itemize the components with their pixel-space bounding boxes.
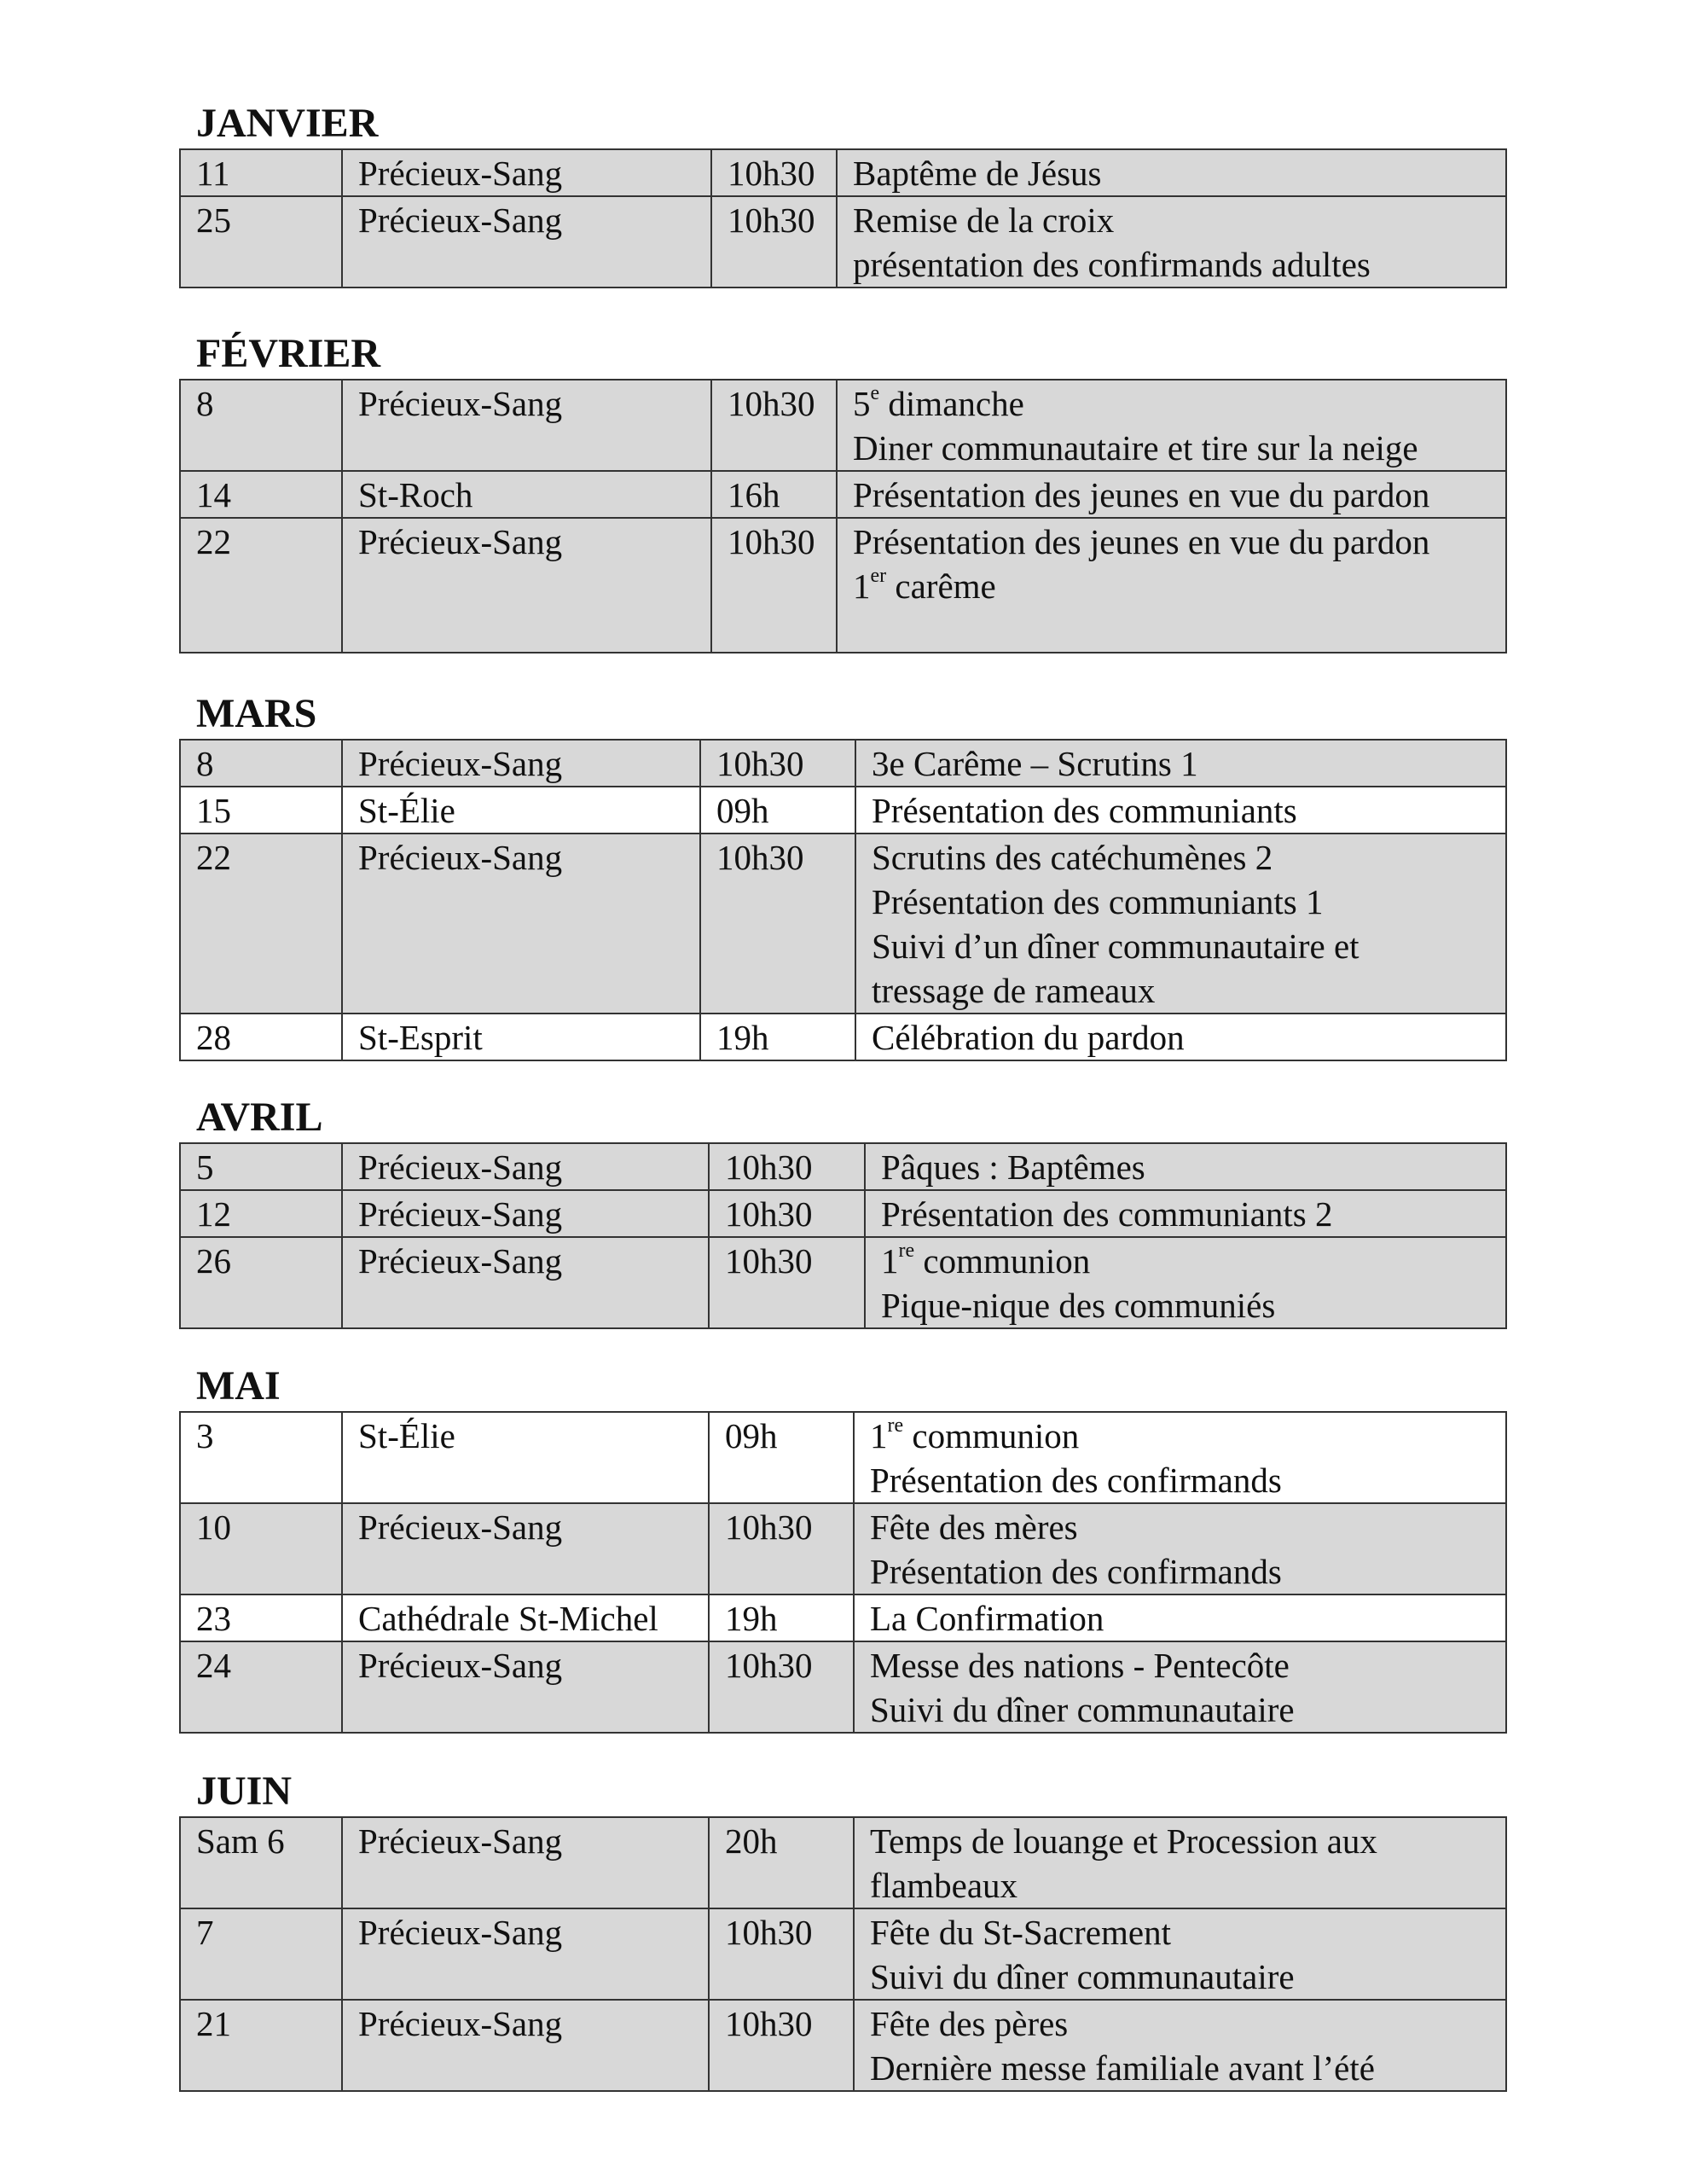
description-line: Présentation des confirmands	[870, 1461, 1282, 1500]
table-row	[180, 1594, 1506, 1641]
description-line: Fête des pères	[870, 2004, 1069, 2043]
table-row	[180, 471, 1506, 518]
time-cell: 10h30	[709, 1143, 865, 1190]
table-row	[180, 740, 1506, 787]
description-cell	[855, 834, 1506, 1014]
description-cell	[854, 1412, 1506, 1503]
place-cell: Précieux-Sang	[342, 834, 700, 1014]
schedule-table-juin	[179, 1816, 1507, 2092]
description-line: Suivi d’un dîner communautaire et	[872, 926, 1359, 966]
time-cell: 19h	[700, 1014, 855, 1060]
time-cell: 09h	[700, 787, 855, 834]
place-cell: St-Roch	[342, 471, 711, 518]
ordinal-rest: carême	[886, 566, 996, 606]
place-cell: Précieux-Sang	[342, 1817, 709, 1908]
description-line: présentation des confirmands adultes	[853, 245, 1371, 284]
time-cell: 10h30	[709, 1503, 854, 1594]
table-row	[180, 1190, 1506, 1237]
description-line: Messe des nations - Pentecôte	[870, 1646, 1290, 1685]
ordinal-suffix: e	[870, 382, 880, 405]
description-cell	[837, 518, 1506, 653]
description-line	[853, 564, 1505, 608]
place-cell: Précieux-Sang	[342, 1908, 709, 2000]
description-cell	[854, 1817, 1506, 1908]
time-cell: 10h30	[700, 740, 855, 787]
place-cell: Précieux-Sang	[342, 1143, 709, 1190]
description-line: flambeaux	[870, 1866, 1018, 1905]
time-cell: 10h30	[709, 1641, 854, 1733]
place-cell: Précieux-Sang	[342, 196, 711, 288]
place-cell: Précieux-Sang	[342, 2000, 709, 2091]
schedule-table-avril	[179, 1142, 1507, 1329]
description-line: Suivi du dîner communautaire	[870, 1957, 1295, 1996]
time-cell: 16h	[711, 471, 837, 518]
time-cell: 10h30	[711, 518, 837, 653]
table-row	[180, 196, 1506, 288]
description-line: Remise de la croix	[853, 200, 1115, 240]
date-cell: 5	[180, 1143, 342, 1190]
table-row	[180, 1143, 1506, 1190]
place-cell: Précieux-Sang	[342, 1190, 709, 1237]
schedule-table-janvier	[179, 148, 1507, 288]
ordinal-rest: communion	[914, 1241, 1091, 1281]
table-row	[180, 834, 1506, 1014]
ordinal-rest: communion	[903, 1416, 1080, 1455]
month-heading-avril: AVRIL	[196, 1095, 323, 1140]
time-cell: 10h30	[711, 149, 837, 196]
date-cell: 10	[180, 1503, 342, 1594]
month-heading-juin: JUIN	[196, 1769, 293, 1814]
table-row	[180, 1237, 1506, 1328]
description-line: Baptême de Jésus	[853, 154, 1102, 193]
time-cell: 19h	[709, 1594, 854, 1641]
date-cell: 22	[180, 518, 342, 653]
time-cell: 10h30	[709, 1237, 865, 1328]
description-line: 3e Carême – Scrutins 1	[872, 744, 1198, 783]
description-cell	[855, 787, 1506, 834]
description-line: Présentation des communiants 1	[872, 882, 1324, 921]
description-cell	[855, 740, 1506, 787]
ordinal-number: 5	[853, 384, 871, 423]
time-cell: 10h30	[709, 2000, 854, 2091]
ordinal-number: 1	[870, 1416, 888, 1455]
place-cell: Précieux-Sang	[342, 380, 711, 471]
place-cell: Précieux-Sang	[342, 1503, 709, 1594]
date-cell: 23	[180, 1594, 342, 1641]
time-cell: 09h	[709, 1412, 854, 1503]
place-cell: St-Élie	[342, 1412, 709, 1503]
table-row	[180, 1412, 1506, 1503]
schedule-table-fevrier	[179, 379, 1507, 653]
description-cell	[837, 149, 1506, 196]
table-row	[180, 1014, 1506, 1060]
description-cell	[854, 1641, 1506, 1733]
description-line: Présentation des communiants 2	[881, 1194, 1333, 1234]
date-cell: 8	[180, 740, 342, 787]
description-line: Pique-nique des communiés	[881, 1286, 1276, 1325]
place-cell: Précieux-Sang	[342, 740, 700, 787]
description-line: Scrutins des catéchumènes 2	[872, 838, 1273, 877]
date-cell: 28	[180, 1014, 342, 1060]
place-cell: Précieux-Sang	[342, 149, 711, 196]
table-row	[180, 518, 1506, 653]
month-heading-fevrier: FÉVRIER	[196, 331, 381, 376]
description-cell	[837, 380, 1506, 471]
date-cell: 14	[180, 471, 342, 518]
ordinal-suffix: er	[870, 565, 887, 588]
description-cell	[854, 2000, 1506, 2091]
table-row	[180, 1908, 1506, 2000]
ordinal-suffix: re	[887, 1414, 904, 1438]
date-cell: 15	[180, 787, 342, 834]
place-cell: Précieux-Sang	[342, 1641, 709, 1733]
description-line	[870, 1414, 1505, 1458]
schedule-table-mars	[179, 739, 1507, 1061]
description-line	[853, 381, 1505, 426]
description-cell	[837, 471, 1506, 518]
month-heading-janvier: JANVIER	[196, 101, 379, 146]
description-cell	[854, 1503, 1506, 1594]
date-cell: Sam 6	[180, 1817, 342, 1908]
description-line: tressage de rameaux	[872, 971, 1156, 1010]
description-line: Célébration du pardon	[872, 1018, 1185, 1057]
ordinal-number: 1	[881, 1241, 899, 1281]
description-line: Dernière messe familiale avant l’été	[870, 2048, 1375, 2088]
table-row	[180, 1817, 1506, 1908]
description-cell	[865, 1190, 1506, 1237]
description-line: Présentation des jeunes en vue du pardon	[853, 475, 1430, 514]
time-cell: 10h30	[711, 196, 837, 288]
description-cell	[865, 1143, 1506, 1190]
description-line: Temps de louange et Procession aux	[870, 1821, 1377, 1861]
date-cell: 8	[180, 380, 342, 471]
description-line: Fête du St-Sacrement	[870, 1913, 1171, 1952]
description-line	[881, 1239, 1505, 1283]
description-cell	[837, 196, 1506, 288]
description-line: Présentation des jeunes en vue du pardon	[853, 522, 1430, 561]
description-cell	[855, 1014, 1506, 1060]
time-cell: 10h30	[700, 834, 855, 1014]
description-cell	[865, 1237, 1506, 1328]
ordinal-rest: dimanche	[879, 384, 1024, 423]
table-row	[180, 1641, 1506, 1733]
description-cell	[854, 1594, 1506, 1641]
ordinal-suffix: re	[898, 1240, 915, 1263]
date-cell: 11	[180, 149, 342, 196]
date-cell: 21	[180, 2000, 342, 2091]
description-line: Pâques : Baptêmes	[881, 1147, 1145, 1187]
date-cell: 26	[180, 1237, 342, 1328]
date-cell: 24	[180, 1641, 342, 1733]
description-line: La Confirmation	[870, 1599, 1104, 1638]
month-heading-mai: MAI	[196, 1363, 281, 1409]
place-cell: Cathédrale St-Michel	[342, 1594, 709, 1641]
date-cell: 3	[180, 1412, 342, 1503]
month-heading-mars: MARS	[196, 691, 317, 736]
table-row	[180, 149, 1506, 196]
date-cell: 7	[180, 1908, 342, 2000]
description-cell	[854, 1908, 1506, 2000]
time-cell: 10h30	[709, 1908, 854, 2000]
ordinal-number: 1	[853, 566, 871, 606]
table-row	[180, 787, 1506, 834]
description-line: Présentation des communiants	[872, 791, 1297, 830]
table-row	[180, 380, 1506, 471]
table-row	[180, 2000, 1506, 2091]
description-line: Fête des mères	[870, 1507, 1078, 1547]
place-cell: St-Esprit	[342, 1014, 700, 1060]
time-cell: 20h	[709, 1817, 854, 1908]
time-cell: 10h30	[711, 380, 837, 471]
place-cell: Précieux-Sang	[342, 1237, 709, 1328]
date-cell: 12	[180, 1190, 342, 1237]
description-line: Diner communautaire et tire sur la neige	[853, 428, 1418, 468]
date-cell: 22	[180, 834, 342, 1014]
place-cell: Précieux-Sang	[342, 518, 711, 653]
place-cell: St-Élie	[342, 787, 700, 834]
date-cell: 25	[180, 196, 342, 288]
description-line: Présentation des confirmands	[870, 1552, 1282, 1591]
table-row	[180, 1503, 1506, 1594]
schedule-table-mai	[179, 1411, 1507, 1734]
description-line: Suivi du dîner communautaire	[870, 1690, 1295, 1729]
time-cell: 10h30	[709, 1190, 865, 1237]
